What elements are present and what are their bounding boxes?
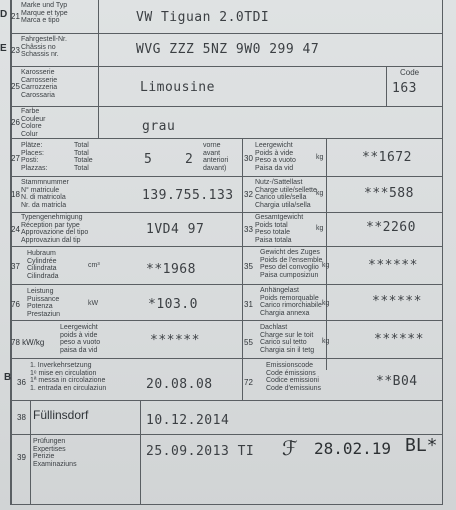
field-72-label: Emissionscode Code émissions Codice emissioni Code d'emissiuns bbox=[266, 362, 322, 392]
field-55-unit: kg bbox=[322, 338, 330, 345]
field-18-label: Stammnummer N° matricule N. di matricola Nr. da matricla bbox=[21, 179, 69, 209]
displacement-value: **1968 bbox=[146, 262, 196, 277]
num-column-line bbox=[30, 400, 31, 504]
row-line bbox=[10, 434, 442, 435]
field-36-number: 36 bbox=[17, 378, 26, 387]
field-23-label: Fahrgestell-Nr. Châssis no Schassis nr. bbox=[21, 36, 67, 58]
chassis-number-value: WVG ZZZ 5NZ 9W0 299 47 bbox=[136, 42, 320, 57]
label-column-line bbox=[98, 0, 99, 138]
field-76-unit: kW bbox=[88, 300, 99, 307]
field-27-number: 27 bbox=[11, 154, 20, 163]
section-e-letter: E bbox=[0, 43, 7, 54]
field-21-label: Marke und Typ Marque et type Marca e tipo bbox=[21, 2, 68, 24]
field-30-number: 30 bbox=[244, 154, 253, 163]
field-37-number: 37 bbox=[11, 262, 20, 271]
field-35-unit: kg bbox=[322, 262, 330, 269]
row-line bbox=[10, 33, 442, 34]
row-line bbox=[10, 358, 442, 359]
power-value: *103.0 bbox=[148, 297, 198, 312]
empty-weight-value: **1672 bbox=[362, 150, 412, 165]
first-registration-value: 20.08.08 bbox=[146, 377, 213, 392]
train-weight-value: ****** bbox=[368, 258, 418, 273]
field-32-number: 32 bbox=[244, 190, 253, 199]
row-line bbox=[10, 400, 442, 401]
field-23-number: 23 bbox=[11, 46, 20, 55]
matricule-value: 139.755.133 bbox=[142, 188, 234, 203]
field-24-number: 24 bbox=[11, 225, 20, 234]
field-24-label: Typengenehmigung Réception par type Approvazione del tipo Approvaziun dal tip bbox=[21, 214, 89, 244]
field-35-label: Gewicht des Zuges Poids de l'ensemble Peso del convoglio Paisa cumposiziun bbox=[260, 249, 323, 279]
field-39-number: 39 bbox=[17, 453, 26, 462]
power-weight-value: ****** bbox=[150, 333, 200, 348]
label-column-line bbox=[140, 400, 141, 504]
roof-load-value: ****** bbox=[374, 332, 424, 347]
field-26-number: 26 bbox=[11, 118, 20, 127]
inspection-stamp-date: 28.02.19 bbox=[314, 439, 392, 458]
field-37-unit: cm³ bbox=[88, 262, 100, 269]
field-21-number: 21 bbox=[11, 12, 20, 21]
row-line bbox=[10, 66, 442, 67]
field-33-label: Gesamtgewicht Poids total Peso totale Paisa totala bbox=[255, 214, 304, 244]
field-25-number: 25 bbox=[11, 82, 20, 91]
row-line bbox=[10, 106, 442, 107]
row-line bbox=[10, 246, 442, 247]
field-76-label: Leistung Puissance Potenza Prestaziun bbox=[27, 288, 61, 318]
field-30-unit: kg bbox=[316, 154, 324, 161]
frame-right-line bbox=[442, 0, 443, 505]
section-d-letter: D bbox=[0, 9, 8, 20]
field-55-number: 55 bbox=[244, 338, 253, 347]
row-line bbox=[10, 176, 442, 177]
code-box-line bbox=[386, 66, 387, 106]
field-39-label: Prüfungen Expertises Perizie Examinaziuns bbox=[33, 438, 77, 468]
row-line bbox=[10, 320, 442, 321]
center-column-line bbox=[242, 138, 243, 370]
field-37-label: Hubraum Cylindrée Cilindrata Cilindrada bbox=[27, 250, 59, 280]
field-33-unit: kg bbox=[316, 225, 324, 232]
row-line bbox=[10, 504, 442, 505]
inspection-stamp-mark: ℱ bbox=[282, 436, 298, 460]
code-label: Code bbox=[400, 68, 420, 77]
field-78-number: 78 kW/kg bbox=[11, 338, 45, 347]
code-value: 163 bbox=[392, 81, 417, 96]
row-line bbox=[10, 212, 442, 213]
field-35-number: 35 bbox=[244, 262, 253, 271]
seats-front-label: vorne avant anteriori davant) bbox=[203, 142, 229, 172]
field-27-total-label: Total Total Totale Total bbox=[74, 142, 93, 172]
field-31-label: Anhängelast Poids remorquable Carico rimorchiabile Chargia annexa bbox=[260, 287, 322, 317]
issue-place: Füllinsdorf bbox=[33, 408, 89, 422]
field-18-number: 18 bbox=[11, 190, 20, 199]
field-76-number: 76 bbox=[11, 300, 20, 309]
inspection-value: 25.09.2013 TI bbox=[146, 444, 255, 459]
frame-left-line bbox=[10, 0, 12, 505]
field-32-unit: kg bbox=[316, 190, 324, 197]
field-25-label: Karosserie Carrosserie Carrozzeria Carossaria bbox=[21, 69, 58, 99]
seats-front-value: 2 bbox=[185, 152, 194, 167]
total-weight-value: **2260 bbox=[366, 220, 416, 235]
field-32-label: Nutz-/Sattellast Charge utile/sellette Carico utile/sella Chargia utila/sella bbox=[255, 179, 317, 209]
emission-code-value: **B04 bbox=[376, 374, 418, 389]
payload-value: ***588 bbox=[364, 186, 414, 201]
type-approval-value: 1VD4 97 bbox=[146, 222, 205, 237]
trailer-load-value: ****** bbox=[372, 294, 422, 309]
seats-total-value: 5 bbox=[144, 152, 153, 167]
field-55-label: Dachlast Charge sur le toit Carico sul tetto Chargia sin il tetg bbox=[260, 324, 315, 354]
field-33-number: 33 bbox=[244, 225, 253, 234]
field-72-number: 72 bbox=[244, 378, 253, 387]
field-38-number: 38 bbox=[17, 413, 26, 422]
issue-date-value: 10.12.2014 bbox=[146, 413, 230, 428]
field-27-label: Plätze: Places: Posti: Plazzas: bbox=[21, 142, 48, 172]
field-31-number: 31 bbox=[244, 300, 253, 309]
row-line bbox=[10, 284, 442, 285]
right-value-line bbox=[326, 138, 327, 370]
field-31-unit: kg bbox=[322, 300, 330, 307]
make-type-value: VW Tiguan 2.0TDI bbox=[136, 10, 270, 25]
field-26-label: Farbe Couleur Colore Colur bbox=[21, 108, 46, 138]
color-value: grau bbox=[142, 119, 176, 134]
section-b-letter: B bbox=[4, 372, 12, 383]
row-line bbox=[10, 138, 442, 139]
field-36-label: 1. Inverkehrsetzung 1ᵉ mise en circulation 1ª messa in circolazione 1. entrada en circulaziun bbox=[30, 362, 107, 392]
field-30-label: Leergewicht Poids à vide Peso a vuoto Paisa da vid bbox=[255, 142, 296, 172]
inspection-stamp-canton: BL* bbox=[405, 435, 438, 456]
row36-divider bbox=[242, 358, 243, 400]
body-type-value: Limousine bbox=[140, 80, 215, 95]
field-78-label: Leergewicht poids à vide peso a vuoto paisa da vid bbox=[60, 324, 101, 354]
